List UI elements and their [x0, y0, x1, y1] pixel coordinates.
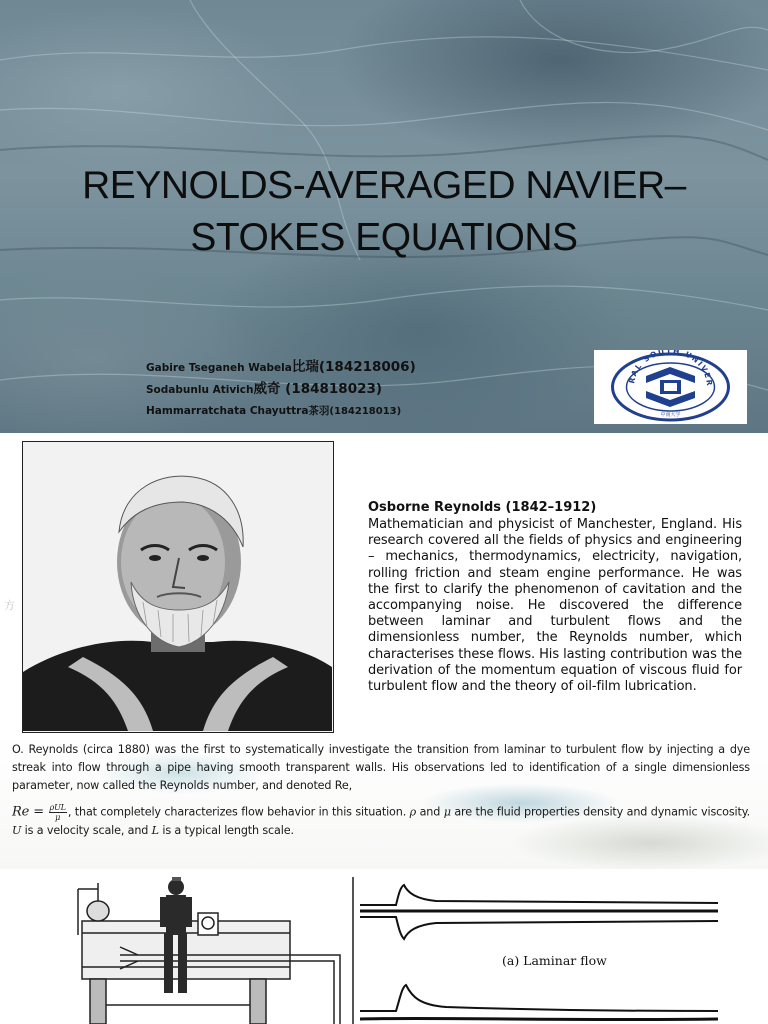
author-list [146, 356, 416, 422]
osborne-reynolds-portrait [23, 442, 332, 731]
author-row [146, 378, 416, 400]
university-seal-icon [594, 350, 747, 424]
biography-text: Mathematician and physicist of Manchester, England. His research covered all the fields of physics and engineering – mechanics, thermodynamics, electricity, navigation, rolling friction and steam engine performance. He was the first to clarify the phenomenon of cavitation and the accompanying noise. He discovered the difference between laminar and turbulent flows and the dimensionless number, the Reynolds number, which characterises these flows. His lasting contribution was the derivation of the momentum equation of viscous fluid for turbulent flow and the theory of oil-film lubrication. [368, 517, 742, 695]
author-name: Sodabunlu Ativich [146, 384, 254, 396]
note-text: are the fluid properties density and dynamic viscosity. [450, 805, 750, 819]
formula-numerator: ρUL [49, 803, 66, 812]
note-paragraph-1: O. Reynolds (circa 1880) was the first to systematically investigate the transition from laminar to turbulent flow by injecting a dye streak into flow through a pipe having smooth transparent walls. His observations led to identification of a single dimensionless parameter, now called the Reynolds number, and denoted Re, [12, 743, 750, 792]
author-student-id: (184818023) [280, 381, 383, 397]
author-name: Gabire Tseganeh Wabela [146, 362, 292, 374]
title-line-2: STOKES EQUATIONS [190, 216, 578, 259]
vertical-divider [352, 877, 354, 1024]
symbol-mu: μ [443, 805, 451, 819]
presentation-title [24, 160, 744, 264]
author-student-id: (184218006) [318, 359, 416, 375]
reynolds-note-band [0, 733, 768, 869]
reynolds-formula-fraction [49, 803, 67, 822]
symbol-l: L [151, 824, 159, 837]
portrait-image [22, 441, 334, 733]
note-text: is a typical length scale. [158, 824, 294, 837]
author-row [146, 356, 416, 378]
note-text: is a velocity scale, and [21, 824, 152, 837]
author-chinese-name: 茶羽 [308, 405, 330, 417]
author-chinese-name: 比瑞 [291, 359, 319, 375]
svg-text:CENTRAL SOUTH UNIVERSITY: RAL SOUTH UNIVER [627, 350, 715, 388]
author-chinese-name: 威奇 [253, 381, 281, 397]
title-line-1: REYNOLDS-AVERAGED NAVIER– [82, 164, 686, 207]
author-name: Hammarratchata Chayuttra [146, 405, 309, 417]
symbol-u: U [12, 824, 22, 837]
watermark-glyph: 方 [4, 600, 15, 612]
biography-block [368, 499, 742, 695]
laminar-flow-label: (a) Laminar flow [502, 953, 607, 968]
note-paragraph-2 [12, 803, 750, 840]
flow-trace-illustration [356, 873, 756, 1024]
reynolds-apparatus-illustration [60, 875, 350, 1024]
biography-heading: Osborne Reynolds (1842–1912) [368, 500, 597, 515]
university-logo [594, 350, 747, 424]
formula-denominator: μ [55, 813, 61, 822]
symbol-rho: ρ [409, 805, 417, 819]
biography-slide [0, 433, 768, 869]
note-text: , that completely characterizes flow behavior in this situation. [67, 805, 407, 819]
note-text: and [416, 805, 444, 819]
experiment-slide [0, 869, 768, 1024]
reynolds-formula-lhs: Re = [12, 804, 45, 820]
author-student-id: (184218013) [329, 406, 402, 417]
title-slide [0, 0, 768, 433]
svg-text:中南大学: 中南大学 [660, 412, 681, 418]
author-row [146, 400, 416, 422]
reynolds-note [12, 741, 750, 840]
